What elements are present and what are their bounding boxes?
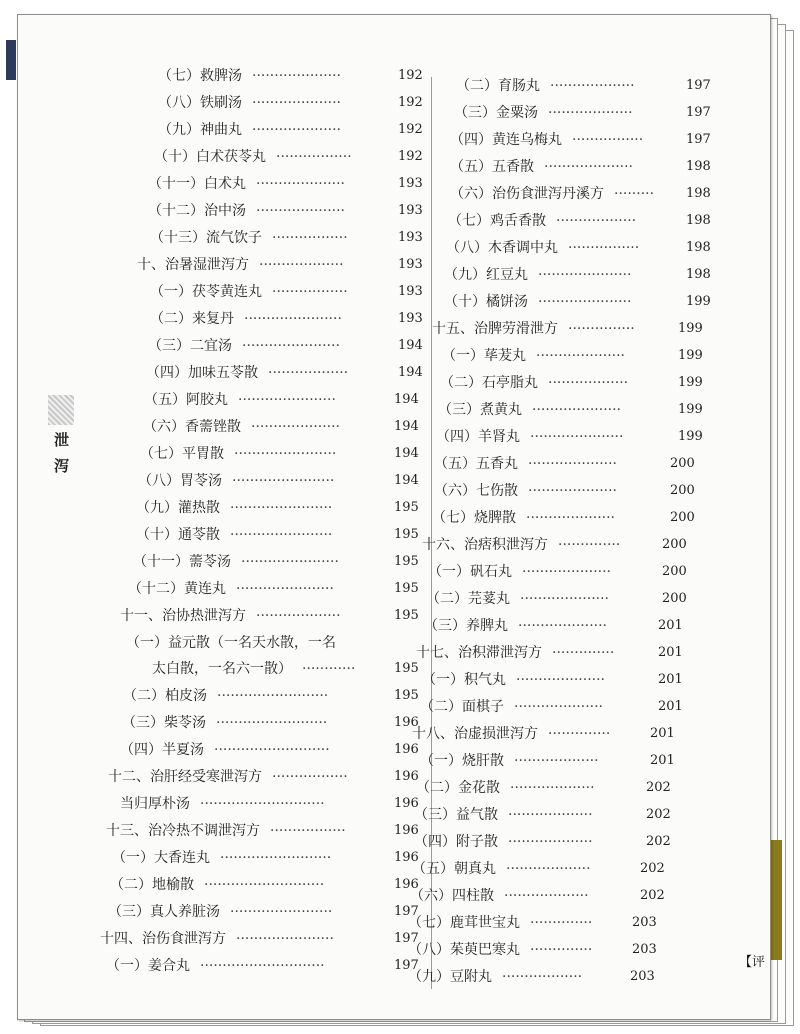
entry-title: （二）育肠丸 [456, 78, 540, 94]
page-number: 194 [394, 446, 419, 461]
entry-title: （一）大香连丸 [112, 850, 210, 866]
entry-title: （五）五香散 [450, 159, 534, 175]
dot-leader: ···················· [256, 176, 346, 192]
page-number: 198 [686, 213, 711, 228]
dot-leader: ··················· [508, 807, 593, 823]
page-number: 201 [650, 753, 675, 768]
page-number: 196 [394, 796, 419, 811]
page-number: 197 [686, 132, 711, 147]
dot-leader: ····················· [538, 267, 632, 283]
dot-leader: ··················· [548, 105, 633, 121]
dot-leader: ···················· [514, 699, 604, 715]
dot-leader: ························· [220, 850, 332, 866]
dot-leader: ·························· [214, 742, 330, 758]
page-number: 199 [678, 402, 703, 417]
dot-leader: ·············· [548, 726, 611, 742]
dot-leader: ···················· [536, 348, 626, 364]
entry-title: （六）七伤散 [434, 483, 518, 499]
dot-leader: ··················· [514, 753, 599, 769]
toc-page [17, 14, 771, 1020]
dot-leader: ······················· [232, 473, 335, 489]
page-number: 192 [398, 149, 423, 164]
entry-title: （八）茱萸巴寒丸 [408, 942, 520, 958]
entry-title: （二）芫荽丸 [426, 591, 510, 607]
entry-title: （一）姜合丸 [106, 958, 190, 974]
entry-title: （十一）白术丸 [148, 176, 246, 192]
dot-leader: ·················· [268, 365, 349, 381]
entry-title: （二）金花散 [416, 780, 500, 796]
entry-title: 十、治暑湿泄泻方 [137, 257, 249, 273]
page-number: 193 [398, 176, 423, 191]
entry-title: （四）黄连乌梅丸 [450, 132, 562, 148]
dot-leader: ··············· [568, 321, 635, 337]
dot-leader: ······················ [241, 554, 339, 570]
page-number: 199 [678, 429, 703, 444]
entry-title: （二）石亭脂丸 [440, 375, 538, 391]
dot-leader: ·················· [502, 969, 583, 985]
dot-leader: ························· [217, 688, 329, 704]
dot-leader: ···················· [252, 95, 342, 111]
page-number: 200 [670, 456, 695, 471]
page-number: 193 [398, 230, 423, 245]
dot-leader: ······················ [244, 311, 342, 327]
dot-leader: ··················· [256, 608, 341, 624]
page-number: 199 [678, 348, 703, 363]
entry-title: （四）半夏汤 [120, 742, 204, 758]
entry-title: 十七、治积滞泄泻方 [416, 645, 542, 661]
page-number: 201 [650, 726, 675, 741]
page-number: 195 [394, 688, 419, 703]
page-number: 196 [394, 715, 419, 730]
dot-leader: ··················· [508, 834, 593, 850]
entry-title: （一）益元散（一名天水散，一名 [126, 635, 336, 651]
entry-title: （七）鹿茸世宝丸 [408, 915, 520, 931]
entry-title: （七）烧脾散 [432, 510, 516, 526]
dot-leader: ···················· [518, 618, 608, 634]
entry-title: （十）橘饼汤 [444, 294, 528, 310]
dot-leader: ···················· [252, 68, 342, 84]
dot-leader: ··················· [510, 780, 595, 796]
dot-leader: ·············· [530, 942, 593, 958]
dot-leader: ···················· [544, 159, 634, 175]
page-number: 194 [398, 338, 423, 353]
page-number: 197 [686, 78, 711, 93]
entry-title: （三）养脾丸 [424, 618, 508, 634]
page-number: 202 [640, 888, 665, 903]
dot-leader: ············ [302, 661, 356, 677]
page-number: 200 [670, 483, 695, 498]
side-title-line2: 泻 [54, 457, 70, 475]
page-number: 194 [394, 392, 419, 407]
page-number: 197 [394, 958, 419, 973]
dot-leader: ···················· [532, 402, 622, 418]
dot-leader: ······················ [242, 338, 340, 354]
dot-leader: ··················· [504, 888, 589, 904]
entry-title: （一）茯苓黄连丸 [150, 284, 262, 300]
entry-title: （一）矾石丸 [428, 564, 512, 580]
dot-leader: ·············· [558, 537, 621, 553]
dot-leader: ······················· [230, 500, 333, 516]
dot-leader: ········· [614, 186, 655, 202]
page-number: 201 [658, 699, 683, 714]
dot-leader: ···················· [520, 591, 610, 607]
page-number: 195 [394, 608, 419, 623]
page-number: 192 [398, 68, 423, 83]
page-number: 200 [662, 564, 687, 579]
page-number: 200 [662, 537, 687, 552]
entry-title: （四）加味五苓散 [146, 365, 258, 381]
page-number: 195 [394, 554, 419, 569]
page-number: 202 [640, 861, 665, 876]
dot-leader: ·················· [556, 213, 637, 229]
dot-leader: ······················ [236, 931, 334, 947]
entry-title: （二）面棋子 [420, 699, 504, 715]
entry-title: （九）豆附丸 [408, 969, 492, 985]
page-number: 200 [662, 591, 687, 606]
page-number: 196 [394, 742, 419, 757]
page-number: 195 [394, 527, 419, 542]
entry-title: （十）白术茯苓丸 [154, 149, 266, 165]
page-number: 203 [632, 915, 657, 930]
entry-title: （三）金粟汤 [454, 105, 538, 121]
entry-title: （三）柴苓汤 [122, 715, 206, 731]
page-number: 201 [658, 645, 683, 660]
page-number: 198 [686, 186, 711, 201]
page-number: 200 [670, 510, 695, 525]
page-number: 203 [632, 942, 657, 957]
dot-leader: ················· [270, 823, 346, 839]
entry-title: （一）烧肝散 [420, 753, 504, 769]
entry-title: （五）五香丸 [434, 456, 518, 472]
entry-title: （四）羊肾丸 [436, 429, 520, 445]
dot-leader: ···························· [200, 958, 325, 974]
entry-title: （八）铁刷汤 [158, 95, 242, 111]
dot-leader: ···················· [528, 483, 618, 499]
entry-title: （十）通苓散 [136, 527, 220, 543]
entry-title: （八）木香调中丸 [446, 240, 558, 256]
page-number: 193 [398, 203, 423, 218]
entry-title: （十一）薷苓汤 [133, 554, 231, 570]
entry-title: （六）治伤食泄泻丹溪方 [450, 186, 604, 202]
dot-leader: ················· [272, 284, 348, 300]
dot-leader: ······················· [234, 446, 337, 462]
dot-leader: ······················· [230, 904, 333, 920]
entry-title: 十一、治协热泄泻方 [120, 608, 246, 624]
entry-title: （四）附子散 [414, 834, 498, 850]
entry-title: （九）灌热散 [136, 500, 220, 516]
page-number: 197 [394, 904, 419, 919]
page-number: 198 [686, 159, 711, 174]
dot-leader: ·············· [530, 915, 593, 931]
side-title-line1: 泄 [54, 431, 70, 449]
page-number: 193 [398, 311, 423, 326]
dot-leader: ···················· [252, 122, 342, 138]
dot-leader: ···················· [256, 203, 346, 219]
corner-mark: 【评 [739, 955, 766, 970]
page-number: 198 [686, 240, 711, 255]
page-number: 192 [398, 122, 423, 137]
dot-leader: ··················· [259, 257, 344, 273]
entry-title: （九）神曲丸 [158, 122, 242, 138]
dot-leader: ···················· [526, 510, 616, 526]
entry-title: （二）柏皮汤 [123, 688, 207, 704]
page-number: 201 [658, 672, 683, 687]
entry-title: （十三）流气饮子 [150, 230, 262, 246]
dot-leader: ··················· [506, 861, 591, 877]
dot-leader: ····················· [530, 429, 624, 445]
dot-leader: ··························· [204, 877, 325, 893]
page-number: 194 [394, 473, 419, 488]
entry-title: （十二）治中汤 [148, 203, 246, 219]
entry-title: 太白散，一名六一散） [152, 661, 292, 677]
entry-title: （七）救脾汤 [158, 68, 242, 84]
left-navy-strip [6, 40, 16, 80]
dot-leader: ················· [276, 149, 352, 165]
entry-title: （三）益气散 [414, 807, 498, 823]
page-number: 196 [394, 823, 419, 838]
page-number: 195 [394, 500, 419, 515]
page-number: 199 [678, 375, 703, 390]
entry-title: 十四、治伤食泄泻方 [100, 931, 226, 947]
entry-title: （九）红豆丸 [444, 267, 528, 283]
entry-title: （三）煮黄丸 [438, 402, 522, 418]
dot-leader: ·················· [548, 375, 629, 391]
dot-leader: ······················· [230, 527, 333, 543]
entry-title: （七）鸡舌香散 [448, 213, 546, 229]
page-number: 201 [658, 618, 683, 633]
page-number: 202 [646, 807, 671, 822]
page-number: 193 [398, 257, 423, 272]
dot-leader: ···················· [528, 456, 618, 472]
page-number: 195 [394, 661, 419, 676]
page-number: 202 [646, 834, 671, 849]
page-number: 198 [686, 267, 711, 282]
page-number: 192 [398, 95, 423, 110]
entry-title: 当归厚朴汤 [120, 796, 190, 812]
entry-title: （六）四柱散 [410, 888, 494, 904]
entry-title: （二）地榆散 [110, 877, 194, 893]
entry-title: 十二、治肝经受寒泄泻方 [108, 769, 262, 785]
page-number: 199 [678, 321, 703, 336]
page-number: 203 [630, 969, 655, 984]
entry-title: （一）积气丸 [422, 672, 506, 688]
dot-leader: ························· [216, 715, 328, 731]
dot-leader: ················· [272, 230, 348, 246]
page-number: 199 [686, 294, 711, 309]
entry-title: （一）荜茇丸 [442, 348, 526, 364]
entry-title: （二）来复丹 [150, 311, 234, 327]
dot-leader: ···················· [516, 672, 606, 688]
page-number: 197 [686, 105, 711, 120]
dot-leader: ················ [572, 132, 644, 148]
page-number: 194 [398, 365, 423, 380]
dot-leader: ················ [568, 240, 640, 256]
page-number: 194 [394, 419, 419, 434]
dot-leader: ····················· [538, 294, 632, 310]
dot-leader: ················· [272, 769, 348, 785]
entry-title: 十八、治虚损泄泻方 [412, 726, 538, 742]
entry-title: （七）平胃散 [140, 446, 224, 462]
entry-title: （五）朝真丸 [412, 861, 496, 877]
page-number: 196 [394, 769, 419, 784]
dot-leader: ······················ [236, 581, 334, 597]
entry-title: 十三、治冷热不调泄泻方 [106, 823, 260, 839]
dot-leader: ··················· [550, 78, 635, 94]
dot-leader: ···················· [251, 419, 341, 435]
entry-title: 十五、治脾劳滑泄方 [432, 321, 558, 337]
page-number: 193 [398, 284, 423, 299]
entry-title: （六）香薷锉散 [143, 419, 241, 435]
entry-title: （五）阿胶丸 [144, 392, 228, 408]
entry-title: （十二）黄连丸 [128, 581, 226, 597]
page-number: 196 [394, 877, 419, 892]
entry-title: （八）胃苓汤 [138, 473, 222, 489]
dot-leader: ·············· [552, 645, 615, 661]
page-number: 196 [394, 850, 419, 865]
page-number: 202 [646, 780, 671, 795]
dot-leader: ···················· [522, 564, 612, 580]
entry-title: （三）真人养脏汤 [108, 904, 220, 920]
entry-title: 十六、治痞积泄泻方 [422, 537, 548, 553]
ornament-icon [48, 395, 74, 425]
dot-leader: ······················ [238, 392, 336, 408]
page-number: 195 [394, 581, 419, 596]
dot-leader: ···························· [200, 796, 325, 812]
page-number: 197 [394, 931, 419, 946]
entry-title: （三）二宜汤 [148, 338, 232, 354]
